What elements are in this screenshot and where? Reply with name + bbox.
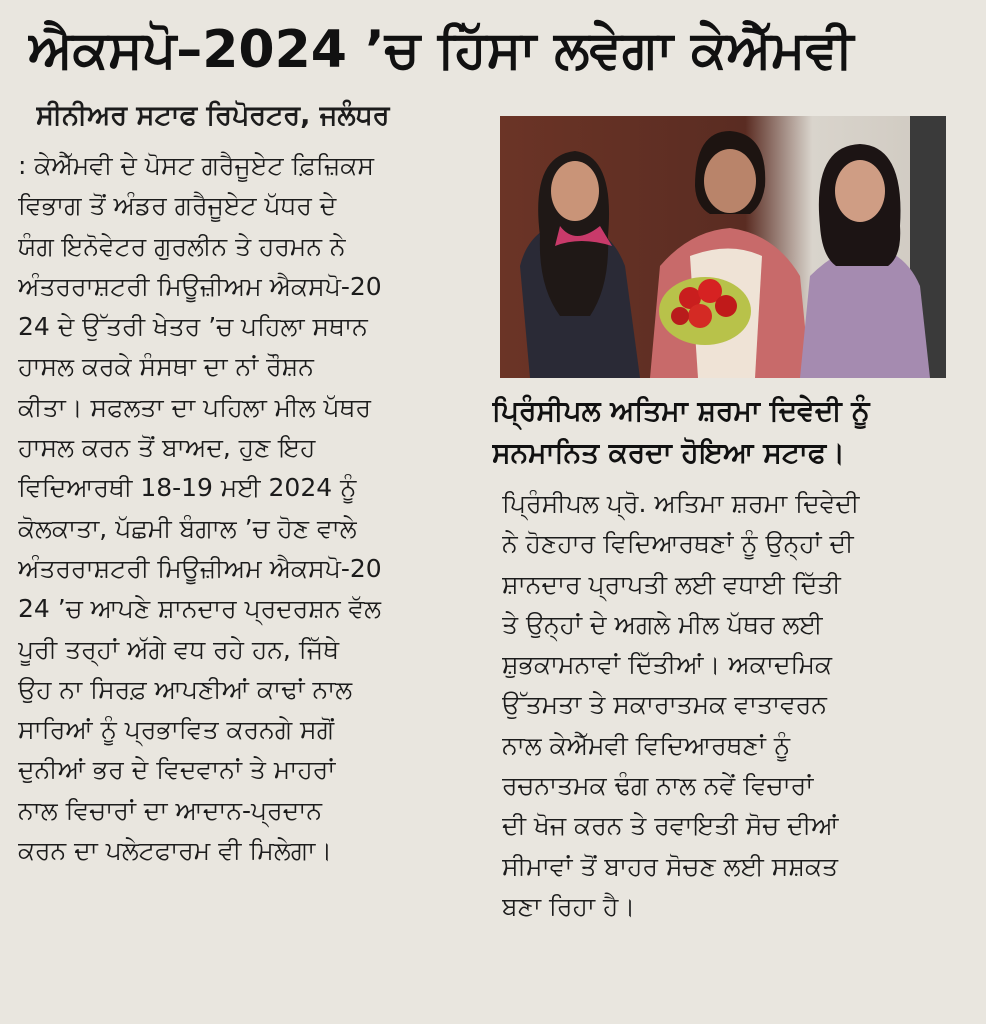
text-line: ਰਚਨਾਤਮਕ ਢੰਗ ਨਾਲ ਨਵੇਂ ਵਿਚਾਰਾਂ [502, 771, 814, 801]
text-line: ਅੰਤਰਰਾਸ਼ਟਰੀ ਮਿਊਜ਼ੀਅਮ ਐਕਸਪੋ-20 [18, 553, 382, 583]
text-line: ਸ਼ੁਭਕਾਮਨਾਵਾਂ ਦਿੱਤੀਆਂ। ਅਕਾਦਮਿਕ [502, 650, 833, 680]
text-line: ਵਿਭਾਗ ਤੋਂ ਅੰਡਰ ਗਰੈਜੂਏਟ ਪੱਧਰ ਦੇ [18, 191, 337, 221]
article-left-column [18, 146, 488, 871]
text-line: ਕਰਨ ਦਾ ਪਲੇਟਫਾਰਮ ਵੀ ਮਿਲੇਗਾ। [18, 836, 333, 866]
text-line: ਸੀਮਾਵਾਂ ਤੋਂ ਬਾਹਰ ਸੋਚਣ ਲਈ ਸਸ਼ਕਤ [502, 851, 839, 881]
text-line: ਉਹ ਨਾ ਸਿਰਫ਼ ਆਪਣੀਆਂ ਕਾਢਾਂ ਨਾਲ [18, 674, 353, 704]
text-line: ਨਾਲ ਕੇਐੱਮਵੀ ਵਿਦਿਆਰਥਣਾਂ ਨੂੰ [502, 730, 791, 760]
text-line: ਨਾਲ ਵਿਚਾਰਾਂ ਦਾ ਆਦਾਨ-ਪ੍ਰਦਾਨ [18, 795, 322, 825]
article-right-column [502, 484, 962, 927]
text-line: ਤੇ ਉਨ੍ਹਾਂ ਦੇ ਅਗਲੇ ਮੀਲ ਪੱਥਰ ਲਈ [502, 609, 823, 639]
text-line: ਪੂਰੀ ਤਰ੍ਹਾਂ ਅੱਗੇ ਵਧ ਰਹੇ ਹਨ, ਜਿੱਥੇ [18, 634, 340, 664]
text-line: ਨੇ ਹੋਣਹਾਰ ਵਿਦਿਆਰਥਣਾਂ ਨੂੰ ਉਨ੍ਹਾਂ ਦੀ [502, 529, 854, 559]
byline: ਸੀਨੀਅਰ ਸਟਾਫ ਰਿਪੋਰਟਰ, ਜਲੰਧਰ [36, 100, 390, 131]
caption-line: ਪ੍ਰਿੰਸੀਪਲ ਅਤਿਮਾ ਸ਼ਰਮਾ ਦਿਵੇਦੀ ਨੂੰ [492, 394, 870, 427]
text-line: ਕੋਲਕਾਤਾ, ਪੱਛਮੀ ਬੰਗਾਲ ’ਚ ਹੋਣ ਵਾਲੇ [18, 513, 357, 543]
photo-illustration [500, 116, 946, 378]
text-line: ਅੰਤਰਰਾਸ਼ਟਰੀ ਮਿਊਜ਼ੀਅਮ ਐਕਸਪੋ-20 [18, 271, 382, 301]
text-line: 24 ’ਚ ਆਪਣੇ ਸ਼ਾਨਦਾਰ ਪ੍ਰਦਰਸ਼ਨ ਵੱਲ [18, 594, 382, 624]
text-line: : ਕੇਐੱਮਵੀ ਦੇ ਪੋਸਟ ਗਰੈਜੂਏਟ ਫ਼ਿਜ਼ਿਕਸ [18, 151, 374, 180]
text-line: ਪ੍ਰਿੰਸੀਪਲ ਪ੍ਰੋ. ਅਤਿਮਾ ਸ਼ਰਮਾ ਦਿਵੇਦੀ [502, 489, 860, 518]
text-line: ਦੀ ਖੋਜ ਕਰਨ ਤੇ ਰਵਾਇਤੀ ਸੋਚ ਦੀਆਂ [502, 811, 839, 841]
text-line: ਕੀਤਾ। ਸਫਲਤਾ ਦਾ ਪਹਿਲਾ ਮੀਲ ਪੱਥਰ [18, 392, 371, 422]
text-line: 24 ਦੇ ਉੱਤਰੀ ਖੇਤਰ ’ਚ ਪਹਿਲਾ ਸਥਾਨ [18, 312, 368, 342]
text-line: ਦੁਨੀਆਂ ਭਰ ਦੇ ਵਿਦਵਾਨਾਂ ਤੇ ਮਾਹਰਾਂ [18, 755, 336, 785]
text-line: ਹਾਸਲ ਕਰਨ ਤੋਂ ਬਾਅਦ, ਹੁਣ ਇਹ [18, 433, 316, 463]
news-photo [500, 116, 946, 378]
text-line: ਉੱਤਮਤਾ ਤੇ ਸਕਾਰਾਤਮਕ ਵਾਤਾਵਰਨ [502, 690, 827, 720]
text-line: ਬਣਾ ਰਿਹਾ ਹੈ। [502, 891, 636, 921]
text-line: ਸਾਰਿਆਂ ਨੂੰ ਪ੍ਰਭਾਵਿਤ ਕਰਨਗੇ ਸਗੋਂ [18, 715, 335, 745]
text-line: ਸ਼ਾਨਦਾਰ ਪ੍ਰਾਪਤੀ ਲਈ ਵਧਾਈ ਦਿੱਤੀ [502, 569, 841, 599]
caption-line: ਸਨਮਾਨਿਤ ਕਰਦਾ ਹੋਇਆ ਸਟਾਫ। [492, 436, 846, 469]
text-line: ਹਾਸਲ ਕਰਕੇ ਸੰਸਥਾ ਦਾ ਨਾਂ ਰੌਸ਼ਨ [18, 352, 314, 382]
headline: ਐਕਸਪੋ–2024 ’ਚ ਹਿੱਸਾ ਲਵੇਗਾ ਕੇਐੱਮਵੀ [28, 20, 854, 80]
text-line: ਯੰਗ ਇਨੋਵੇਟਰ ਗੁਰਲੀਨ ਤੇ ਹਰਮਨ ਨੇ [18, 231, 346, 261]
text-line: ਵਿਦਿਆਰਥੀ 18-19 ਮਈ 2024 ਨੂੰ [18, 473, 357, 503]
photo-caption [492, 390, 952, 474]
